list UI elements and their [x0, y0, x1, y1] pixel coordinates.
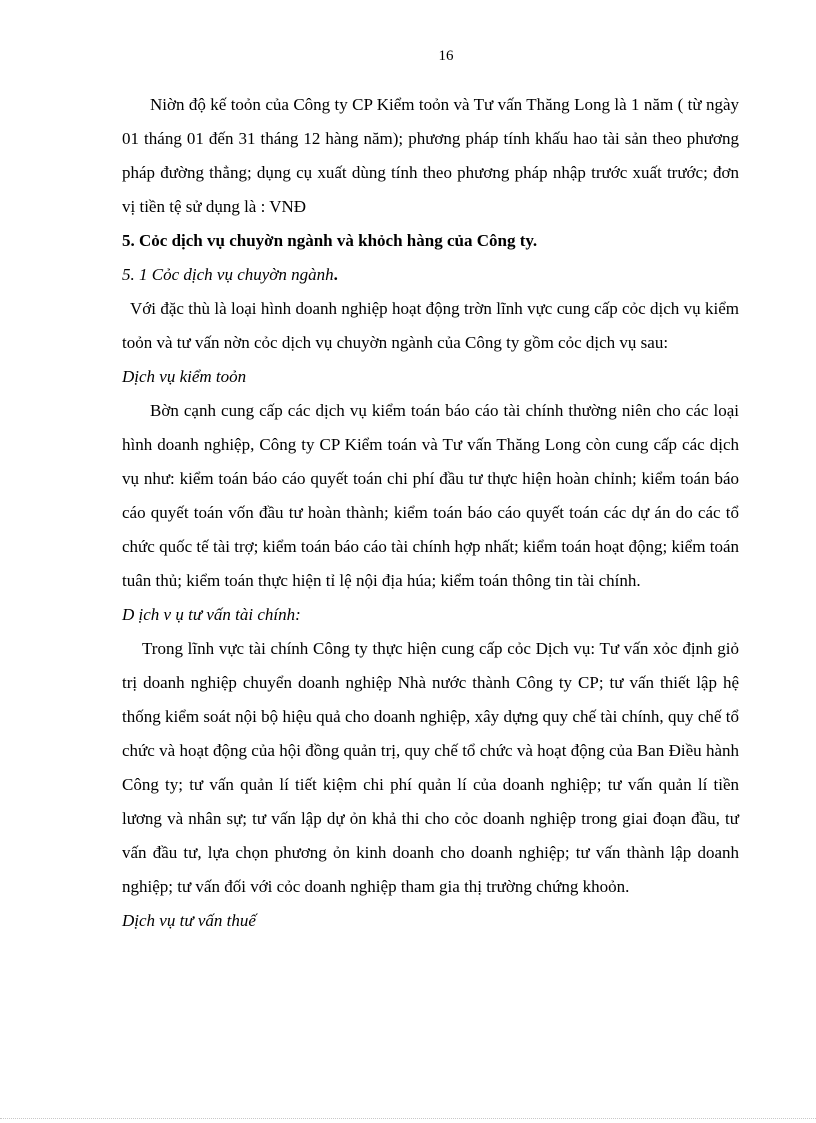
section-heading: 5. Cỏc dịch vụ chuyờn ngành và khỏch hàng của Công ty. — [122, 231, 538, 250]
page-number: 16 — [438, 48, 454, 64]
page-bottom-divider — [0, 1118, 816, 1119]
subsection-heading-dot: . — [333, 265, 338, 284]
services-intro-paragraph: Với đặc thù là loại hình doanh nghiệp hoạt động trờn lĩnh vực cung cấp cỏc dịch vụ kiểm toỏn và tư vấn nờn cỏc dịch vụ chuyờn ngành của Công ty gồm cỏc dịch vụ sau: — [122, 299, 739, 352]
finance-services-paragraph: Trong lĩnh vực tài chính Công ty thực hiện cung cấp cỏc Dịch vụ: Tư vấn xỏc định giỏ trị doanh nghiệp chuyển doanh nghiệp Nhà nước thành Công ty CP; tư vấn thiết lập hệ thống kiểm soát nội bộ hiệu quả cho doanh nghiệp, xây dựng quy chế tài chính, quy chế tổ chức và hoạt động của hội đồng quản trị, quy chế tổ chức và hoạt động của Ban Điều hành Công ty; tư vấn quản lí tiết kiệm chi phí quản lí của doanh nghiệp; tư vấn quản lí tiền lương và nhân sự; tư vấn lập dự ỏn khả thi cho cỏc doanh nghiệp trong giai đoạn đầu, tư vấn đầu tư, lựa chọn phương ỏn kinh doanh cho doanh nghiệp; tư vấn thành lập doanh nghiệp; tư vấn đối với cỏc doanh nghiệp tham gia thị trường chứng khoỏn. — [122, 639, 739, 896]
subsection-heading — [122, 258, 739, 292]
audit-services-title: Dịch vụ kiểm toỏn — [122, 367, 247, 386]
tax-services-title: Dịch vụ tư vấn thuế — [122, 911, 256, 930]
document-body — [122, 88, 739, 938]
intro-paragraph: Niờn độ kế toỏn của Công ty CP Kiểm toỏn và Tư vấn Thăng Long là 1 năm ( từ ngày 01 tháng 01 đến 31 tháng 12 hàng năm); phương pháp tính khấu hao tài sản theo phương pháp đường thẳng; dụng cụ xuất dùng tính theo phương pháp nhập trước xuất trước; đơn vị tiền tệ sử dụng là : VNĐ — [122, 95, 739, 216]
subsection-heading-text: 5. 1 Cỏc dịch vụ chuyờn ngành — [122, 265, 334, 284]
audit-services-paragraph: Bờn cạnh cung cấp các dịch vụ kiểm toán báo cáo tài chính thường niên cho các loại hình doanh nghiệp, Công ty CP Kiểm toán và Tư vấn Thăng Long còn cung cấp các dịch vụ như: kiểm toán báo cáo quyết toán chi phí đầu tư thực hiện hoàn chỉnh; kiểm toán báo cáo quyết toán vốn đầu tư hoàn thành; kiểm toán báo cáo quyết toán các dự án do các tổ chức quốc tế tài trợ; kiểm toán báo cáo tài chính hợp nhất; kiểm toán hoạt động; kiểm toán tuân thủ; kiểm toán thực hiện tỉ lệ nội địa húa; kiểm toán thông tin tài chính. — [122, 401, 739, 590]
finance-services-title: D ịch v ụ tư vấn tài chính: — [122, 605, 301, 624]
